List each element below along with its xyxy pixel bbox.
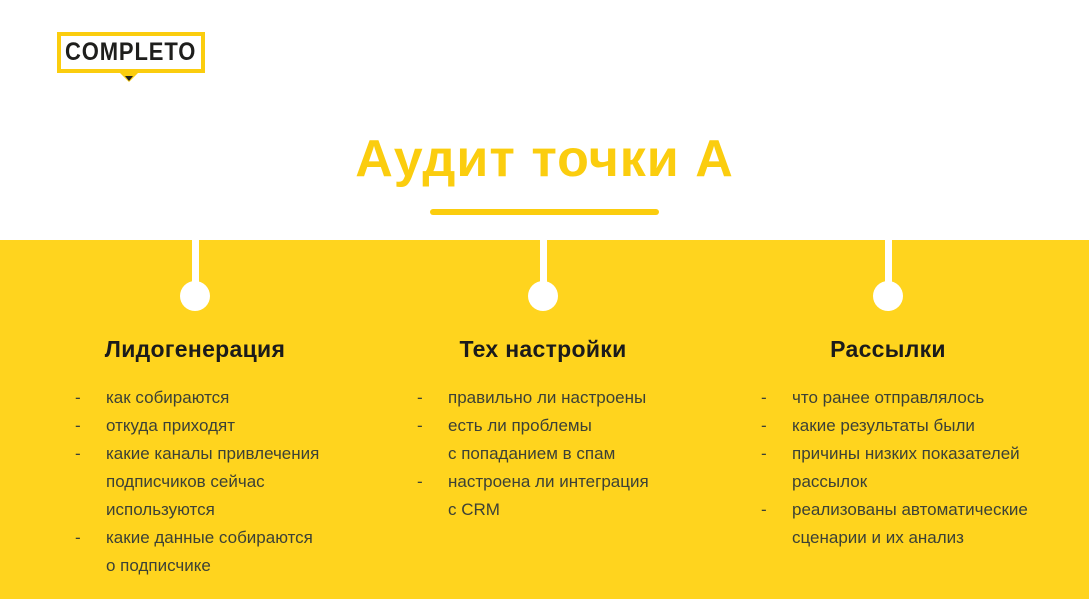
yellow-band	[0, 240, 1089, 599]
bullet-dash: -	[417, 388, 423, 407]
bullet-dash: -	[75, 416, 81, 435]
bullet-item	[761, 440, 1086, 496]
title-underline	[430, 209, 659, 215]
bullet-item	[417, 384, 732, 412]
bullet-text: как собираются	[106, 388, 230, 407]
bullet-text: откуда приходят	[106, 416, 235, 435]
bullet-dash: -	[75, 388, 81, 407]
logo-text: COMPLETO	[65, 38, 197, 66]
bullet-text: какие каналы привлечения подписчиков сейчас используются	[106, 444, 320, 519]
column-title-tech-nastroyki: Тех настройки	[459, 336, 627, 362]
timeline-dot	[873, 281, 903, 311]
bullet-text: что ранее отправлялось	[792, 388, 985, 407]
bullet-item	[761, 384, 1086, 412]
bullet-dash: -	[761, 444, 767, 463]
column-title-lidogeneraciya: Лидогенерация	[104, 336, 286, 362]
logo-frame	[57, 32, 205, 73]
bullet-text: есть ли проблемы с попаданием в спам	[448, 416, 616, 463]
bullet-text: какие данные собираются о подписчике	[106, 528, 313, 575]
completo-logo	[57, 32, 205, 84]
bullet-text: настроена ли интеграция с CRM	[448, 472, 649, 519]
slide-title: Аудит точки А	[355, 130, 734, 188]
bullet-dash: -	[761, 416, 767, 435]
timeline-dot	[528, 281, 558, 311]
column-title-rassylki: Рассылки	[830, 336, 946, 362]
bullet-text: правильно ли настроены	[448, 388, 647, 407]
bullet-item	[75, 384, 390, 412]
bullet-text: какие результаты были	[792, 416, 975, 435]
bullet-list-lidogeneraciya	[75, 384, 390, 580]
bullet-item	[75, 524, 390, 580]
bullet-dash: -	[761, 500, 767, 519]
bullet-item	[761, 496, 1086, 552]
bullet-list-tech-nastroyki	[417, 384, 732, 524]
bullet-list-rassylki	[761, 384, 1086, 552]
bullet-dash: -	[417, 416, 423, 435]
bullet-text: реализованы автоматические сценарии и их анализ	[792, 500, 1028, 547]
bullet-item	[75, 412, 390, 440]
timeline-dot	[180, 281, 210, 311]
bullet-dash: -	[761, 388, 767, 407]
bullet-item	[417, 412, 732, 468]
bullet-text: причины низких показателей рассылок	[792, 444, 1020, 491]
bullet-item	[417, 468, 732, 524]
bullet-dash: -	[75, 528, 81, 547]
bullet-item	[761, 412, 1086, 440]
speech-bubble-tail-tip-icon	[125, 76, 133, 81]
bullet-dash: -	[417, 472, 423, 491]
bullet-dash: -	[75, 444, 81, 463]
bullet-item	[75, 440, 390, 524]
